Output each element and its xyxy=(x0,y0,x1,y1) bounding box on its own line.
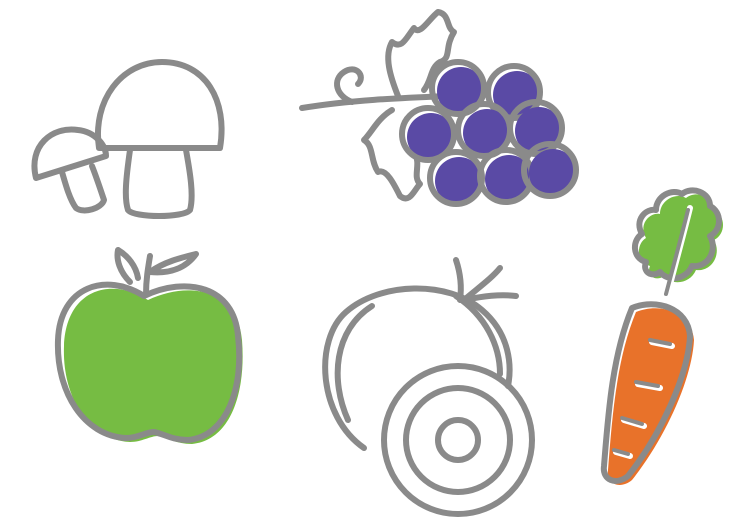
carrot-icon xyxy=(0,0,746,523)
food-icon-set xyxy=(0,0,746,523)
